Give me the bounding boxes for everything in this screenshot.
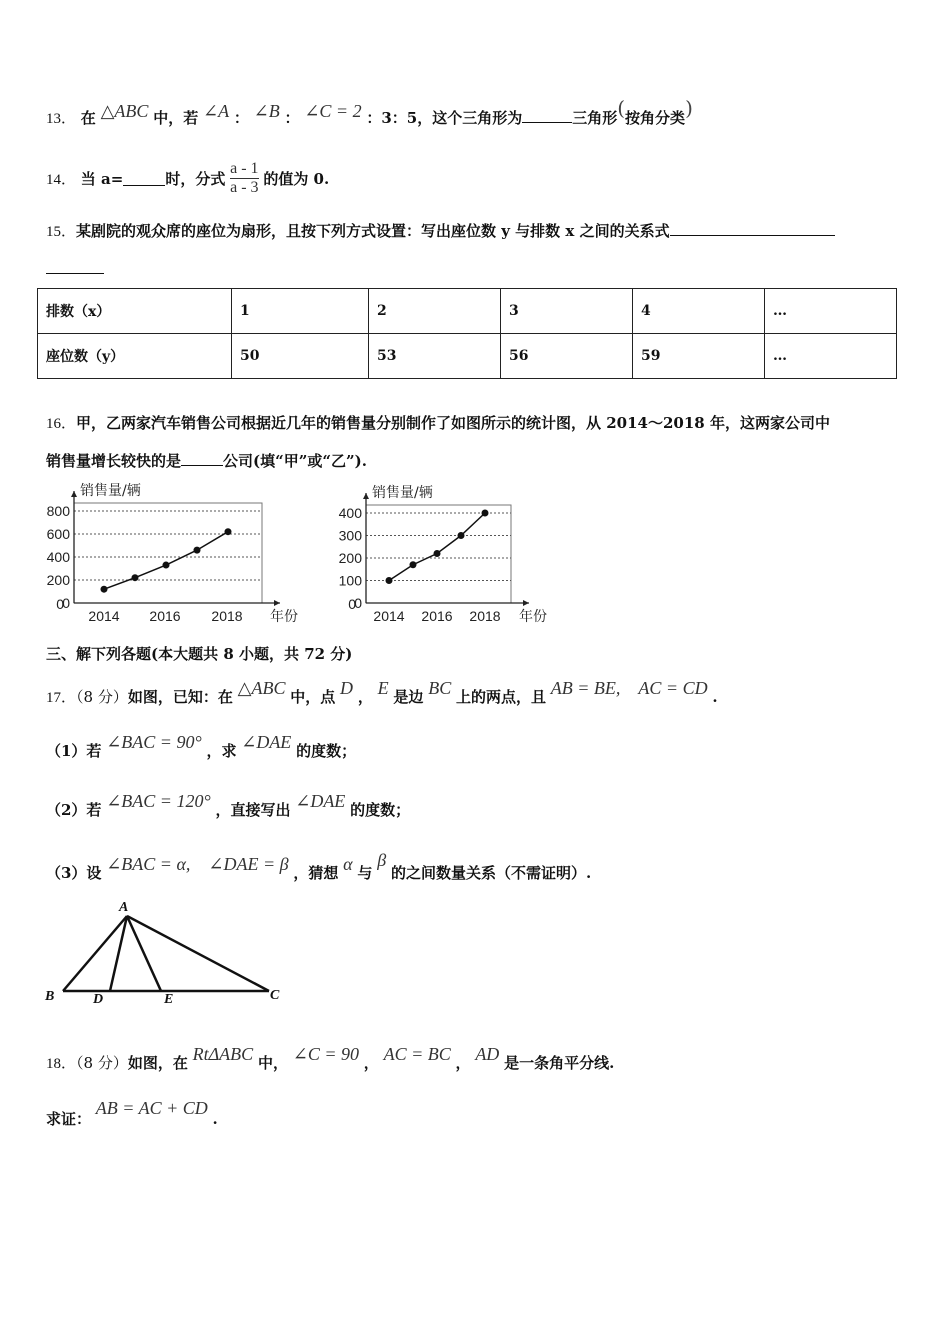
q17-part-3: （3）设 ∠BAC = α, ∠DAE = β ，猜想 α 与 β 的之间数量关系（不需证明）. bbox=[46, 850, 592, 882]
chart-company-a bbox=[40, 478, 320, 628]
data-point bbox=[132, 574, 139, 581]
x-tick-label: 2014 bbox=[88, 608, 120, 624]
x-tick-label: 2018 bbox=[211, 608, 243, 624]
data-point bbox=[410, 561, 417, 568]
q14-answer-blank[interactable] bbox=[123, 171, 165, 186]
question-15: 15．某剧院的观众席的座位为扇形，且按下列方式设置：写出座位数 y 与排数 x 之间的关系式 bbox=[46, 220, 835, 241]
table-cell: 4 bbox=[633, 289, 765, 334]
q17-number: 17． bbox=[46, 690, 77, 706]
q13-math-triangle: △ABC bbox=[100, 101, 149, 121]
y-tick-label: 0 bbox=[354, 595, 362, 611]
x-axis-arrow bbox=[274, 600, 280, 606]
label-a: A bbox=[119, 900, 129, 915]
data-point bbox=[386, 577, 393, 584]
data-point bbox=[434, 550, 441, 557]
q15-number: 15． bbox=[46, 224, 77, 240]
chart-company-b bbox=[330, 478, 570, 628]
table-cell: 2 bbox=[369, 289, 501, 334]
x-tick-label: 2018 bbox=[469, 608, 501, 624]
q17-part-1: （1）若 ∠BAC = 90° ，求 ∠DAE 的度数； bbox=[46, 732, 357, 760]
y-axis-arrow bbox=[71, 491, 77, 497]
table-cell: 50 bbox=[232, 334, 369, 379]
table-cell: 59 bbox=[633, 334, 765, 379]
y-tick-label: 800 bbox=[46, 503, 70, 519]
label-b: B bbox=[45, 989, 55, 1004]
y-tick-label: 200 bbox=[338, 550, 362, 566]
table-cell: 3 bbox=[501, 289, 633, 334]
table-cell: 56 bbox=[501, 334, 633, 379]
origin-label: 0 bbox=[56, 596, 64, 612]
data-point bbox=[482, 510, 489, 517]
question-18: 18．（8 分）如图，在 RtΔABC 中， ∠C = 90 ， AC = BC ， AD 是一条角平分线. bbox=[46, 1044, 615, 1072]
q17-part-2: （2）若 ∠BAC = 120° ，直接写出 ∠DAE 的度数； bbox=[46, 791, 411, 819]
question-17: 17．（8 分）如图，已知：在 △ABC 中，点 D ， E 是边 BC 上的两点，且 AB = BE, AC = CD . bbox=[46, 678, 718, 706]
y-axis-label: 销售量/辆 bbox=[372, 485, 433, 501]
question-14: 14． 当 a= 时，分式 $\frac{a - 1}{a - 3}$ 的值为 0. bbox=[46, 160, 330, 196]
label-c: C bbox=[270, 988, 280, 1003]
table-cell: 53 bbox=[369, 334, 501, 379]
x-tick-label: 2014 bbox=[373, 608, 405, 624]
section-3-title: 三、解下列各题(本大题共 8 小题，共 72 分) bbox=[46, 645, 353, 663]
origin-label: 0 bbox=[348, 596, 356, 612]
q16-number: 16． bbox=[46, 416, 77, 432]
table-cell: … bbox=[765, 334, 897, 379]
y-tick-label: 400 bbox=[46, 549, 70, 565]
label-e: E bbox=[164, 992, 174, 1007]
question-16: 16．甲，乙两家汽车销售公司根据近几年的销售量分别制作了如图所示的统计图，从 2014～2018 年，这两家公司中 bbox=[46, 414, 830, 432]
q13-answer-blank[interactable] bbox=[522, 108, 572, 123]
q14-fraction: $\frac{a - 1}{a - 3}$ bbox=[230, 160, 259, 196]
x-tick-label: 2016 bbox=[149, 608, 181, 624]
data-point bbox=[458, 532, 465, 539]
y-tick-label: 200 bbox=[46, 572, 70, 588]
label-d: D bbox=[93, 992, 104, 1007]
q15-answer-blank[interactable] bbox=[670, 221, 835, 236]
x-axis-label: 年份 bbox=[270, 609, 298, 625]
y-tick-label: 300 bbox=[338, 527, 362, 544]
q18-number: 18． bbox=[46, 1056, 77, 1072]
data-point bbox=[101, 586, 108, 593]
q15-answer-blank-continued[interactable] bbox=[46, 272, 104, 274]
data-point bbox=[163, 562, 170, 569]
q16-answer-blank[interactable] bbox=[181, 451, 223, 466]
data-point bbox=[225, 528, 232, 535]
data-point bbox=[194, 547, 201, 554]
table-row bbox=[38, 334, 897, 379]
q17-triangle-figure bbox=[40, 895, 300, 1010]
segment-ac bbox=[127, 916, 269, 991]
segment-ae bbox=[127, 916, 161, 991]
series-line bbox=[104, 532, 228, 590]
q13-number: 13． bbox=[46, 111, 77, 127]
table-row bbox=[38, 289, 897, 334]
table-cell: 排数（x） bbox=[38, 289, 232, 334]
y-axis-arrow bbox=[363, 493, 369, 499]
q14-number: 14． bbox=[46, 172, 77, 188]
table-cell: … bbox=[765, 289, 897, 334]
question-13: 13． 在 △ABC 中，若 ∠A ： ∠B ： ∠C = 2 ：3：5，这个三角形为 三角形(按角分类) bbox=[46, 96, 693, 127]
y-tick-label: 400 bbox=[338, 505, 362, 521]
y-tick-label: 600 bbox=[46, 526, 70, 542]
x-axis-label: 年份 bbox=[519, 609, 547, 625]
y-tick-label: 0 bbox=[62, 595, 70, 611]
y-axis-label: 销售量/辆 bbox=[80, 483, 141, 499]
x-tick-label: 2016 bbox=[421, 608, 453, 624]
x-axis-arrow bbox=[523, 600, 529, 606]
seat-table bbox=[37, 288, 897, 379]
table-cell: 1 bbox=[232, 289, 369, 334]
y-tick-label: 100 bbox=[338, 572, 362, 589]
table-cell: 座位数（y） bbox=[38, 334, 232, 379]
series-line bbox=[389, 513, 485, 581]
q18-proof: 求证： AB = AC + CD . bbox=[46, 1098, 218, 1128]
question-16-line2: 销售量增长较快的是 公司(填“甲”或“乙”). bbox=[46, 452, 367, 470]
